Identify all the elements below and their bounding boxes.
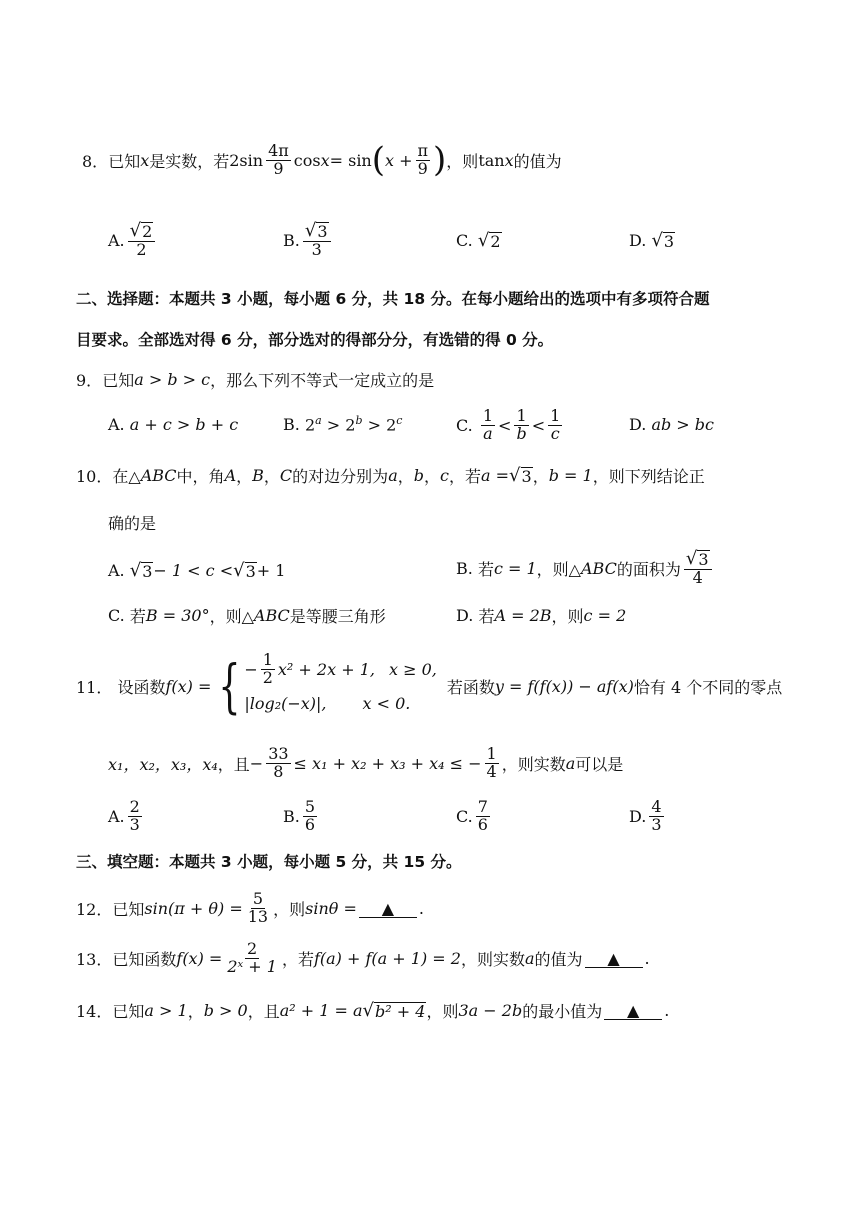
math-term: A = 2B: [494, 605, 552, 625]
fraction: [261, 649, 275, 687]
denominator: 3: [129, 814, 140, 834]
triangle-marker: ▲: [607, 948, 620, 968]
denominator: 3: [651, 814, 662, 834]
numerator: 1: [486, 743, 497, 763]
triangle-name: ABC: [140, 465, 177, 485]
option-label: D.: [629, 414, 647, 434]
fraction: [266, 140, 291, 178]
option-text: 是等腰三角形: [289, 606, 386, 626]
stem-text: ，则实数: [501, 754, 566, 774]
option-text: a + c > b + c: [129, 414, 239, 434]
math-term: cos: [293, 150, 321, 170]
radicand: 3: [317, 221, 328, 241]
fraction: [485, 743, 499, 781]
q10-option-d: [456, 602, 626, 628]
numerator: 4: [651, 796, 662, 816]
function-name: f(x) =: [165, 676, 212, 696]
var: a: [565, 753, 576, 773]
q11-option-a: [108, 794, 145, 838]
fraction: [303, 219, 331, 259]
option-text: ，则△: [209, 606, 254, 626]
stem-text: 已知函数: [112, 949, 177, 969]
numerator: 33: [268, 743, 289, 763]
math-term: a > 1: [144, 1000, 188, 1020]
period: .: [644, 948, 650, 968]
minus-sign: −: [244, 659, 258, 679]
denominator: b: [516, 423, 527, 443]
stem-text: 已知: [112, 899, 145, 919]
fraction: [266, 743, 290, 781]
denominator: 2: [136, 239, 147, 259]
stem-text: 恰有 4 个不同的零点: [633, 677, 783, 697]
option-text: 若: [129, 606, 146, 626]
q8-option-a: [108, 215, 158, 265]
denominator: 3: [311, 239, 322, 259]
denominator: 13: [247, 906, 269, 926]
triangle-name: ABC: [253, 605, 290, 625]
stem-text: ，则: [446, 151, 479, 171]
question-10-stem: 10． 在△ ABC 中，角 A ， B ， C 的对边分别为 a ， b ， c ，若 a = √ 3 ， b = 1 ，则下列结论正: [76, 464, 705, 486]
numerator: 1: [516, 405, 527, 425]
question-number: 9．: [76, 370, 103, 390]
q10-option-b: [456, 541, 715, 595]
denominator: 9: [417, 158, 428, 178]
denominator: 2ˣ + 1: [227, 956, 277, 976]
piece-expr: |log₂(−x)|,: [244, 693, 327, 713]
numerator: 1: [262, 649, 273, 669]
fraction: [416, 140, 431, 178]
numerator: 5: [252, 888, 263, 908]
math-term: tan: [478, 150, 505, 170]
question-8-stem: [82, 138, 562, 182]
option-label: B.: [283, 806, 300, 826]
radicand: 3: [698, 549, 709, 569]
stem-text: ，则: [273, 899, 306, 919]
fraction: [128, 219, 156, 259]
var: b: [413, 465, 424, 485]
stem-text: 已知: [108, 151, 141, 171]
question-number: 12．: [76, 899, 113, 919]
fraction: [649, 796, 663, 834]
math-term: b = 1: [548, 465, 593, 485]
var: a: [524, 948, 535, 968]
sqrt: √ 3: [129, 559, 153, 581]
fraction: [128, 796, 142, 834]
q9-option-a: [108, 411, 238, 437]
minus-sign: −: [249, 753, 264, 773]
sqrt: √ 3: [233, 559, 256, 581]
fraction: [684, 547, 712, 587]
q9-option-b: [283, 411, 402, 437]
question-number: 8．: [82, 151, 109, 171]
piece-cond: x < 0.: [362, 693, 411, 713]
question-number: 11．: [76, 677, 113, 697]
radicand: 2: [490, 231, 501, 251]
option-label: D.: [629, 230, 647, 250]
var-x: x: [140, 150, 150, 170]
option-label: A.: [108, 806, 125, 826]
fraction: [476, 796, 490, 834]
option-text: ab > bc: [651, 414, 714, 434]
denominator: 4: [692, 567, 703, 587]
fraction: [246, 888, 270, 926]
sqrt: √ 3: [509, 464, 532, 486]
question-14: [76, 995, 669, 1025]
option-label: B.: [283, 414, 300, 434]
piecewise-definition: [244, 649, 437, 720]
section-2-heading: 二、选择题：本题共 3 小题，每小题 6 分，共 18 分。在每小题给出的选项中有多项符合题: [76, 290, 710, 308]
option-label: A.: [108, 414, 125, 434]
fraction: [481, 405, 495, 443]
question-10-stem-cont: 确的是: [108, 513, 157, 533]
var: c: [440, 465, 449, 485]
radicand: 3: [142, 561, 153, 581]
option-label: A.: [108, 560, 125, 580]
var-x: x: [320, 150, 330, 170]
sqrt: √ 3: [685, 547, 709, 569]
var: A: [224, 465, 237, 485]
numerator: 2: [129, 796, 140, 816]
stem-text: 的最小值为: [522, 1001, 603, 1021]
math-term: sin(π + θ) =: [144, 898, 243, 918]
question-number: 13．: [76, 949, 113, 969]
denominator: 6: [304, 814, 316, 834]
q9-option-c: C. $\frac{1}{a}$ < $\frac{1}{b}$ < $\frac{1}{c}$: [456, 405, 561, 443]
stem-text: ，: [187, 1001, 204, 1021]
stem-text: ，那么下列不等式一定成立的是: [210, 370, 435, 390]
math-term: 3a − 2b: [458, 1000, 523, 1020]
stem-text: 的值为: [513, 151, 562, 171]
option-label: C.: [108, 605, 125, 625]
question-12: [76, 886, 424, 930]
q10-option-a: [108, 556, 285, 584]
numerator: 2: [247, 938, 258, 958]
stem-text: ，则: [426, 1001, 459, 1021]
denominator: 6: [477, 814, 488, 834]
option-text: 若: [478, 606, 495, 626]
numerator: 1: [550, 405, 561, 425]
option-label: B.: [283, 230, 300, 250]
math-term: c = 1: [493, 558, 537, 578]
stem-text: 是实数，若: [149, 151, 230, 171]
q10-option-c: [108, 602, 386, 628]
answer-blank[interactable]: [604, 1001, 662, 1020]
sqrt: √ 3: [651, 229, 675, 251]
option-label: C.: [456, 415, 473, 435]
denominator: 9: [273, 158, 284, 178]
option-text: − 1 < c <: [153, 560, 234, 580]
option-text: 若: [477, 559, 494, 579]
q8-option-d: [629, 226, 675, 254]
q8-option-b: [283, 215, 334, 265]
math-term: y = f(f(x)) − af(x): [494, 676, 634, 696]
option-label: C.: [456, 806, 473, 826]
period: .: [418, 898, 424, 918]
option-text: $2^a > 2^b > 2^c$: [304, 413, 403, 435]
math-term: = sin: [329, 150, 372, 170]
answer-blank[interactable]: [585, 949, 643, 968]
section-2-heading-cont: 目要求。全部选对得 6 分，部分选对的得部分分，有选错的得 0 分。: [76, 331, 554, 349]
right-paren: ): [433, 140, 447, 180]
triangle-name: ABC: [580, 558, 617, 578]
period: .: [664, 1000, 670, 1020]
math-term: B = 30°: [145, 605, 210, 625]
stem-text: ，且: [247, 1001, 280, 1021]
stem-text: ，且: [217, 754, 250, 774]
denominator: c: [550, 423, 560, 443]
piece-cond: x ≥ 0,: [388, 659, 437, 679]
option-text: ，则△: [536, 559, 581, 579]
math-term: x +: [385, 150, 413, 170]
piece-row-1: [244, 649, 437, 687]
var: B: [252, 465, 264, 485]
sqrt: √ 3: [304, 219, 328, 241]
math-term: b > 0: [203, 1000, 248, 1020]
q11-option-c: [456, 794, 493, 838]
radicand: 2: [142, 221, 153, 241]
numerator: 7: [477, 796, 488, 816]
q11-option-d: [629, 794, 667, 838]
denominator: 8: [273, 761, 284, 781]
math-term: a > b > c: [134, 369, 211, 389]
option-text: 的面积为: [616, 559, 681, 579]
math-term: c = 2: [583, 605, 627, 625]
stem-text: 中，角: [176, 466, 225, 486]
question-11-stem-cont: [108, 740, 623, 786]
math-term: x₁，x₂，x₃，x₄: [108, 754, 218, 774]
stem-text: 若函数: [446, 677, 495, 697]
question-number: 14．: [76, 1001, 113, 1021]
question-9-stem: [76, 365, 434, 393]
var-x: x: [504, 150, 514, 170]
sqrt: √ 2: [477, 229, 501, 251]
math-term: a =: [481, 465, 510, 485]
stem-text: 可以是: [575, 754, 624, 774]
math-term: sinθ =: [305, 898, 357, 918]
numerator: 4π: [268, 140, 289, 160]
fraction: [548, 405, 562, 443]
stem-text: 的对边分别为: [292, 466, 389, 486]
math-term: a² + 1 = a: [279, 1000, 363, 1020]
stem-text: 已知: [102, 370, 135, 390]
question-13: [76, 934, 650, 982]
left-paren: (: [371, 140, 385, 180]
piece-row-2: [244, 686, 437, 720]
var: C: [279, 465, 293, 485]
stem-text: 设函数: [117, 677, 166, 697]
math-term: 2sin: [229, 150, 264, 170]
stem-text: ，则实数: [460, 949, 525, 969]
triangle-marker: ▲: [627, 1000, 640, 1020]
var: a: [388, 465, 398, 485]
option-label: D.: [629, 806, 647, 826]
stem-text: ，则下列结论正: [592, 466, 705, 486]
question-11-stem: [76, 648, 782, 724]
q8-option-c: [456, 226, 502, 254]
section-3-heading: 三、填空题：本题共 3 小题，每小题 5 分，共 15 分。: [76, 853, 462, 871]
radicand: 3: [245, 561, 256, 581]
sqrt: √ 2: [129, 219, 153, 241]
radicand: b² + 4: [375, 1001, 426, 1021]
denominator: 4: [486, 761, 497, 781]
option-text: + 1: [256, 560, 286, 580]
option-text: ，则: [551, 606, 584, 626]
triangle-marker: ▲: [381, 898, 395, 918]
numerator: 5: [304, 796, 316, 816]
math-term: f(a) + f(a + 1) = 2: [313, 948, 461, 968]
radicand: 3: [521, 466, 532, 486]
denominator: a: [483, 423, 493, 443]
piece-expr: x² + 2x + 1,: [277, 659, 375, 679]
function-name: f(x) =: [176, 948, 223, 968]
option-label: B.: [456, 558, 473, 578]
numerator: π: [417, 140, 429, 160]
stem-text: 在△: [112, 466, 141, 486]
option-label: D.: [456, 605, 474, 625]
left-brace: {: [218, 652, 241, 720]
fraction: [225, 938, 279, 976]
sqrt: √ b² + 4: [362, 999, 426, 1021]
stem-text: 已知: [112, 1001, 145, 1021]
radicand: 3: [663, 231, 675, 251]
q11-option-b: [283, 794, 320, 838]
q9-option-d: [629, 411, 714, 437]
option-label: A.: [108, 230, 125, 250]
math-term: ≤ x₁ + x₂ + x₃ + x₄ ≤ −: [293, 753, 482, 773]
stem-text: 的值为: [534, 949, 583, 969]
answer-blank[interactable]: [359, 899, 417, 918]
fraction: [514, 405, 528, 443]
denominator: 2: [262, 667, 273, 687]
fraction: [303, 796, 317, 834]
numerator: 1: [482, 405, 494, 425]
question-number: 10．: [76, 466, 113, 486]
stem-text: ，若: [448, 466, 481, 486]
stem-text: ，若: [281, 949, 314, 969]
option-label: C.: [456, 230, 473, 250]
